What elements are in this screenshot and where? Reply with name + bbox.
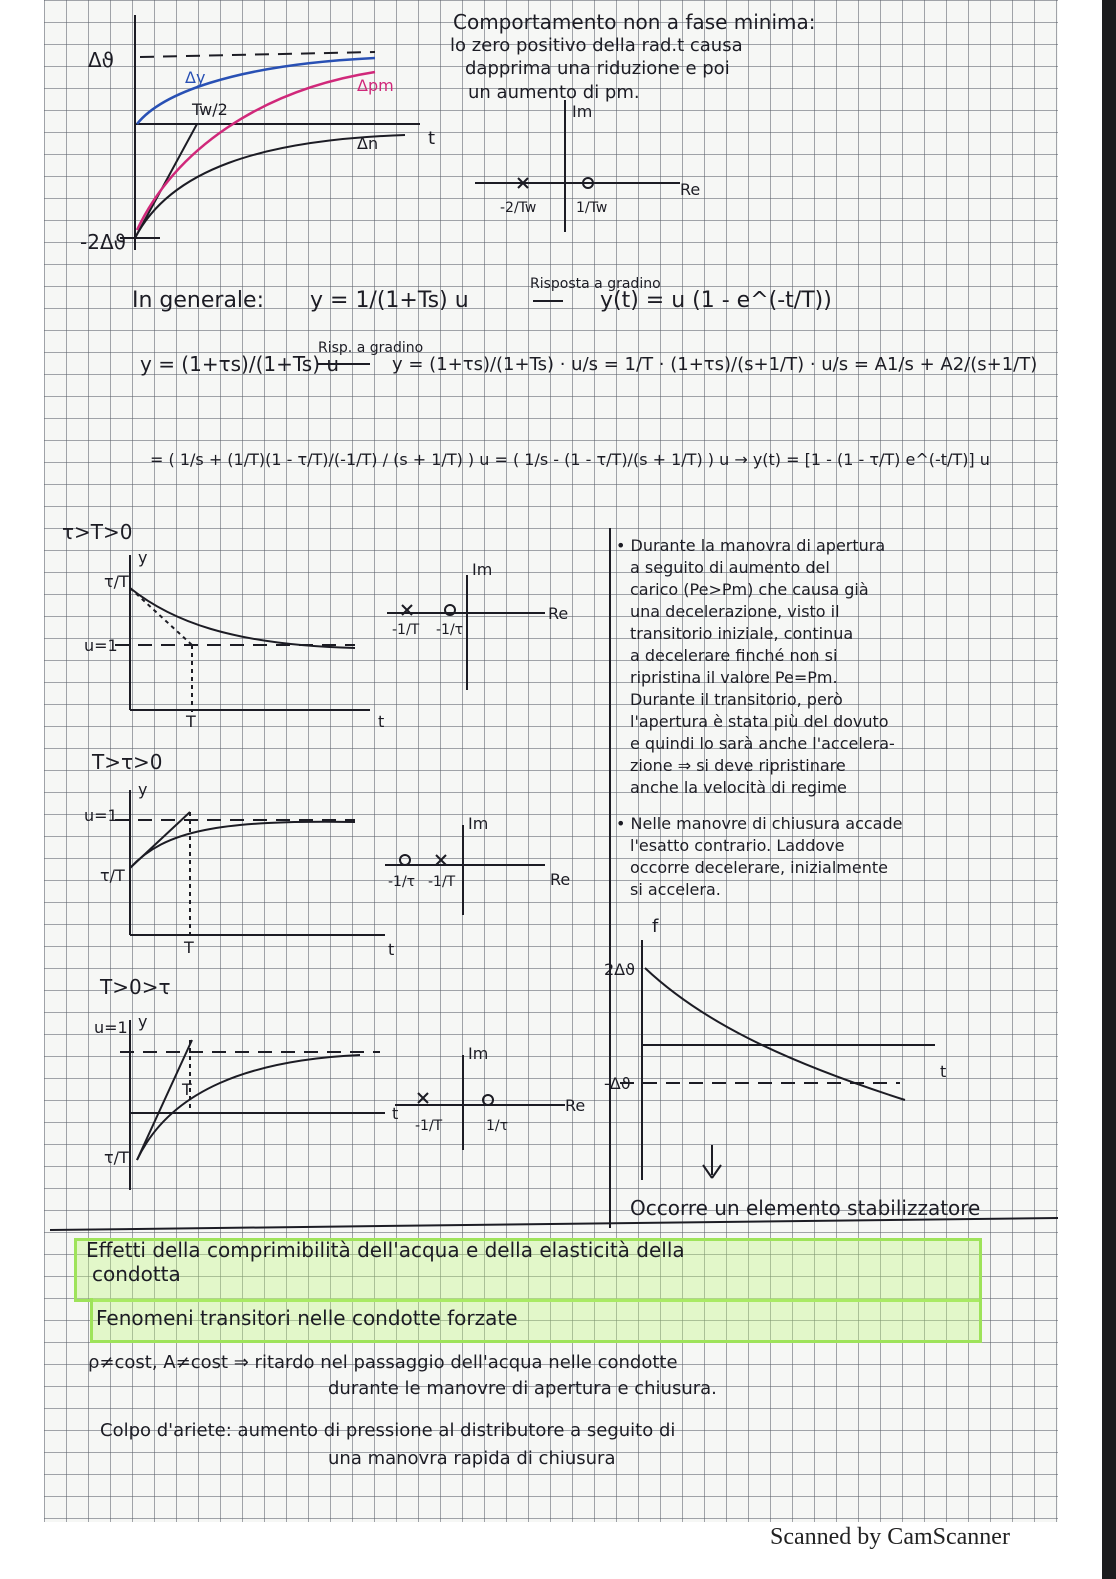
label-dpm: Δpm — [357, 76, 394, 95]
case3-zero: 1/τ — [486, 1118, 509, 1134]
plot1-dy-curve — [137, 58, 375, 124]
side2-l3: occorre decelerare, inizialmente — [630, 858, 888, 877]
case2-im: Im — [468, 814, 489, 833]
side1-l8: Durante il transitorio, però — [630, 690, 843, 709]
pole1-im: Im — [572, 102, 593, 121]
side2-l4: si accelera. — [630, 880, 721, 899]
case1-y: y — [138, 548, 148, 567]
case1-T: T — [186, 712, 196, 731]
side1-l6: a decelerare finché non si — [630, 646, 838, 665]
side1-l7: ripristina il valore Pe=Pm. — [630, 668, 838, 687]
side1-l2: a seguito di aumento del — [630, 558, 830, 577]
f-2dtheta: 2Δϑ — [604, 960, 636, 979]
pole1-pos: 1/Tw — [576, 200, 608, 216]
case2-u1: u=1 — [84, 806, 118, 825]
side1-l9: l'apertura è stata più del dovuto — [630, 712, 889, 731]
eq2-right: y = (1+τs)/(1+Ts) · u/s = 1/T · (1+τs)/(s+1/T) · u/s = A1/s + A2/(s+1/T) — [392, 354, 1038, 375]
behavior-title: Comportamento non a fase minima: — [453, 10, 816, 34]
behavior-line4: un aumento di pm. — [468, 82, 640, 103]
side1-l1: • Durante la manovra di apertura — [616, 536, 886, 555]
line-colpo: Colpo d'ariete: aumento di pressione al distributore a seguito di — [100, 1420, 676, 1441]
side2-l2: l'esatto contrario. Laddove — [630, 836, 845, 855]
side2-l1: • Nelle manovre di chiusura accade — [616, 814, 903, 833]
side1-l5: transitorio iniziale, continua — [630, 624, 854, 643]
f-t: t — [940, 1062, 947, 1081]
side1-l11: zione ⇒ si deve ripristinare — [630, 756, 846, 775]
case3-y: y — [138, 1012, 148, 1031]
case1-pole: -1/T — [392, 622, 420, 638]
case1-tau-over-T: τ/T — [104, 572, 129, 591]
plot1-dpm-curve — [137, 72, 375, 230]
case3-u1: u=1 — [94, 1018, 128, 1037]
label-dn: Δn — [357, 134, 379, 153]
case2-zero: -1/τ — [388, 874, 416, 890]
case2-re: Re — [550, 870, 571, 889]
case2-t: t — [388, 940, 395, 959]
case1-re: Re — [548, 604, 569, 623]
side1-l4: una decelerazione, visto il — [630, 602, 840, 621]
case2-pole: -1/T — [428, 874, 456, 890]
case1-im: Im — [472, 560, 493, 579]
scanner-footer: Scanned by CamScanner — [770, 1524, 1010, 1550]
case2-tau-over-T: τ/T — [100, 866, 125, 885]
label-tw2: Tw/2 — [192, 100, 228, 119]
pole1-neg: -2/Tw — [500, 200, 537, 216]
behavior-line2: lo zero positivo della rad.t causa — [450, 35, 743, 56]
line-rho: ρ≠cost, A≠cost ⇒ ritardo nel passaggio dell'acqua nelle condotte — [88, 1352, 678, 1373]
case3-re: Re — [565, 1096, 586, 1115]
f-dtheta: -Δϑ — [604, 1074, 631, 1093]
case3-im: Im — [468, 1044, 489, 1063]
case1-t: t — [378, 712, 385, 731]
label-dy: Δy — [185, 68, 206, 87]
eq2-arrow: Risp. a gradino — [318, 340, 424, 356]
general-resp: y(t) = u (1 - e^(-t/T)) — [600, 288, 832, 313]
case1-zero: -1/τ — [436, 622, 464, 638]
eq2-left: y = (1+τs)/(1+Ts) u — [140, 352, 340, 376]
side1-l3: carico (Pe>Pm) che causa già — [630, 580, 869, 599]
case3-t: t — [392, 1104, 399, 1123]
label-t: t — [428, 128, 436, 149]
side1-l12: anche la velocità di regime — [630, 778, 847, 797]
plot1-asymptote — [140, 52, 375, 57]
case3-pole: -1/T — [415, 1118, 443, 1134]
label-minus2dtheta: -2Δϑ — [80, 230, 127, 254]
behavior-line3: dapprima una riduzione e poi — [465, 58, 730, 79]
line-colpo2: una manovra rapida di chiusura — [328, 1448, 616, 1469]
case2-y: y — [138, 780, 148, 799]
general-label: In generale: — [132, 288, 264, 313]
case3-T: T — [182, 1080, 192, 1099]
case1-label: τ>T>0 — [62, 520, 133, 544]
case1-u1: u=1 — [84, 636, 118, 655]
side1-l10: e quindi lo sarà anche l'accelera- — [630, 734, 895, 753]
general-eq: y = 1/(1+Ts) u — [310, 288, 469, 313]
line-rho2: durante le manovre di apertura e chiusura. — [328, 1378, 717, 1399]
case2-T: T — [184, 938, 194, 957]
eq3: = ( 1/s + (1/T)(1 - τ/T)/(-1/T) / (s + 1/T) ) u = ( 1/s - (1 - τ/T)/(s + 1/T) ) u → y(t) = [1 - (1 - τ/T) e^(-t/T)] u — [150, 450, 990, 469]
hl-title-l1: Effetti della comprimibilità dell'acqua e della elasticità della — [86, 1238, 685, 1262]
label-dtheta: Δϑ — [88, 48, 115, 72]
plot1-tangent — [135, 124, 197, 238]
stabilizer-note: Occorre un elemento stabilizzatore — [630, 1196, 981, 1220]
pole1-re: Re — [680, 180, 701, 199]
case3-label: T>0>τ — [100, 975, 171, 999]
case2-label: T>τ>0 — [92, 750, 163, 774]
general-arrow: Risposta a gradino — [530, 276, 661, 292]
f-label: f — [652, 916, 659, 937]
hl-title-l3: Fenomeni transitori nelle condotte forzate — [96, 1306, 518, 1330]
case3-tau-over-T: τ/T — [104, 1148, 129, 1167]
hl-title-l2: condotta — [92, 1262, 181, 1286]
